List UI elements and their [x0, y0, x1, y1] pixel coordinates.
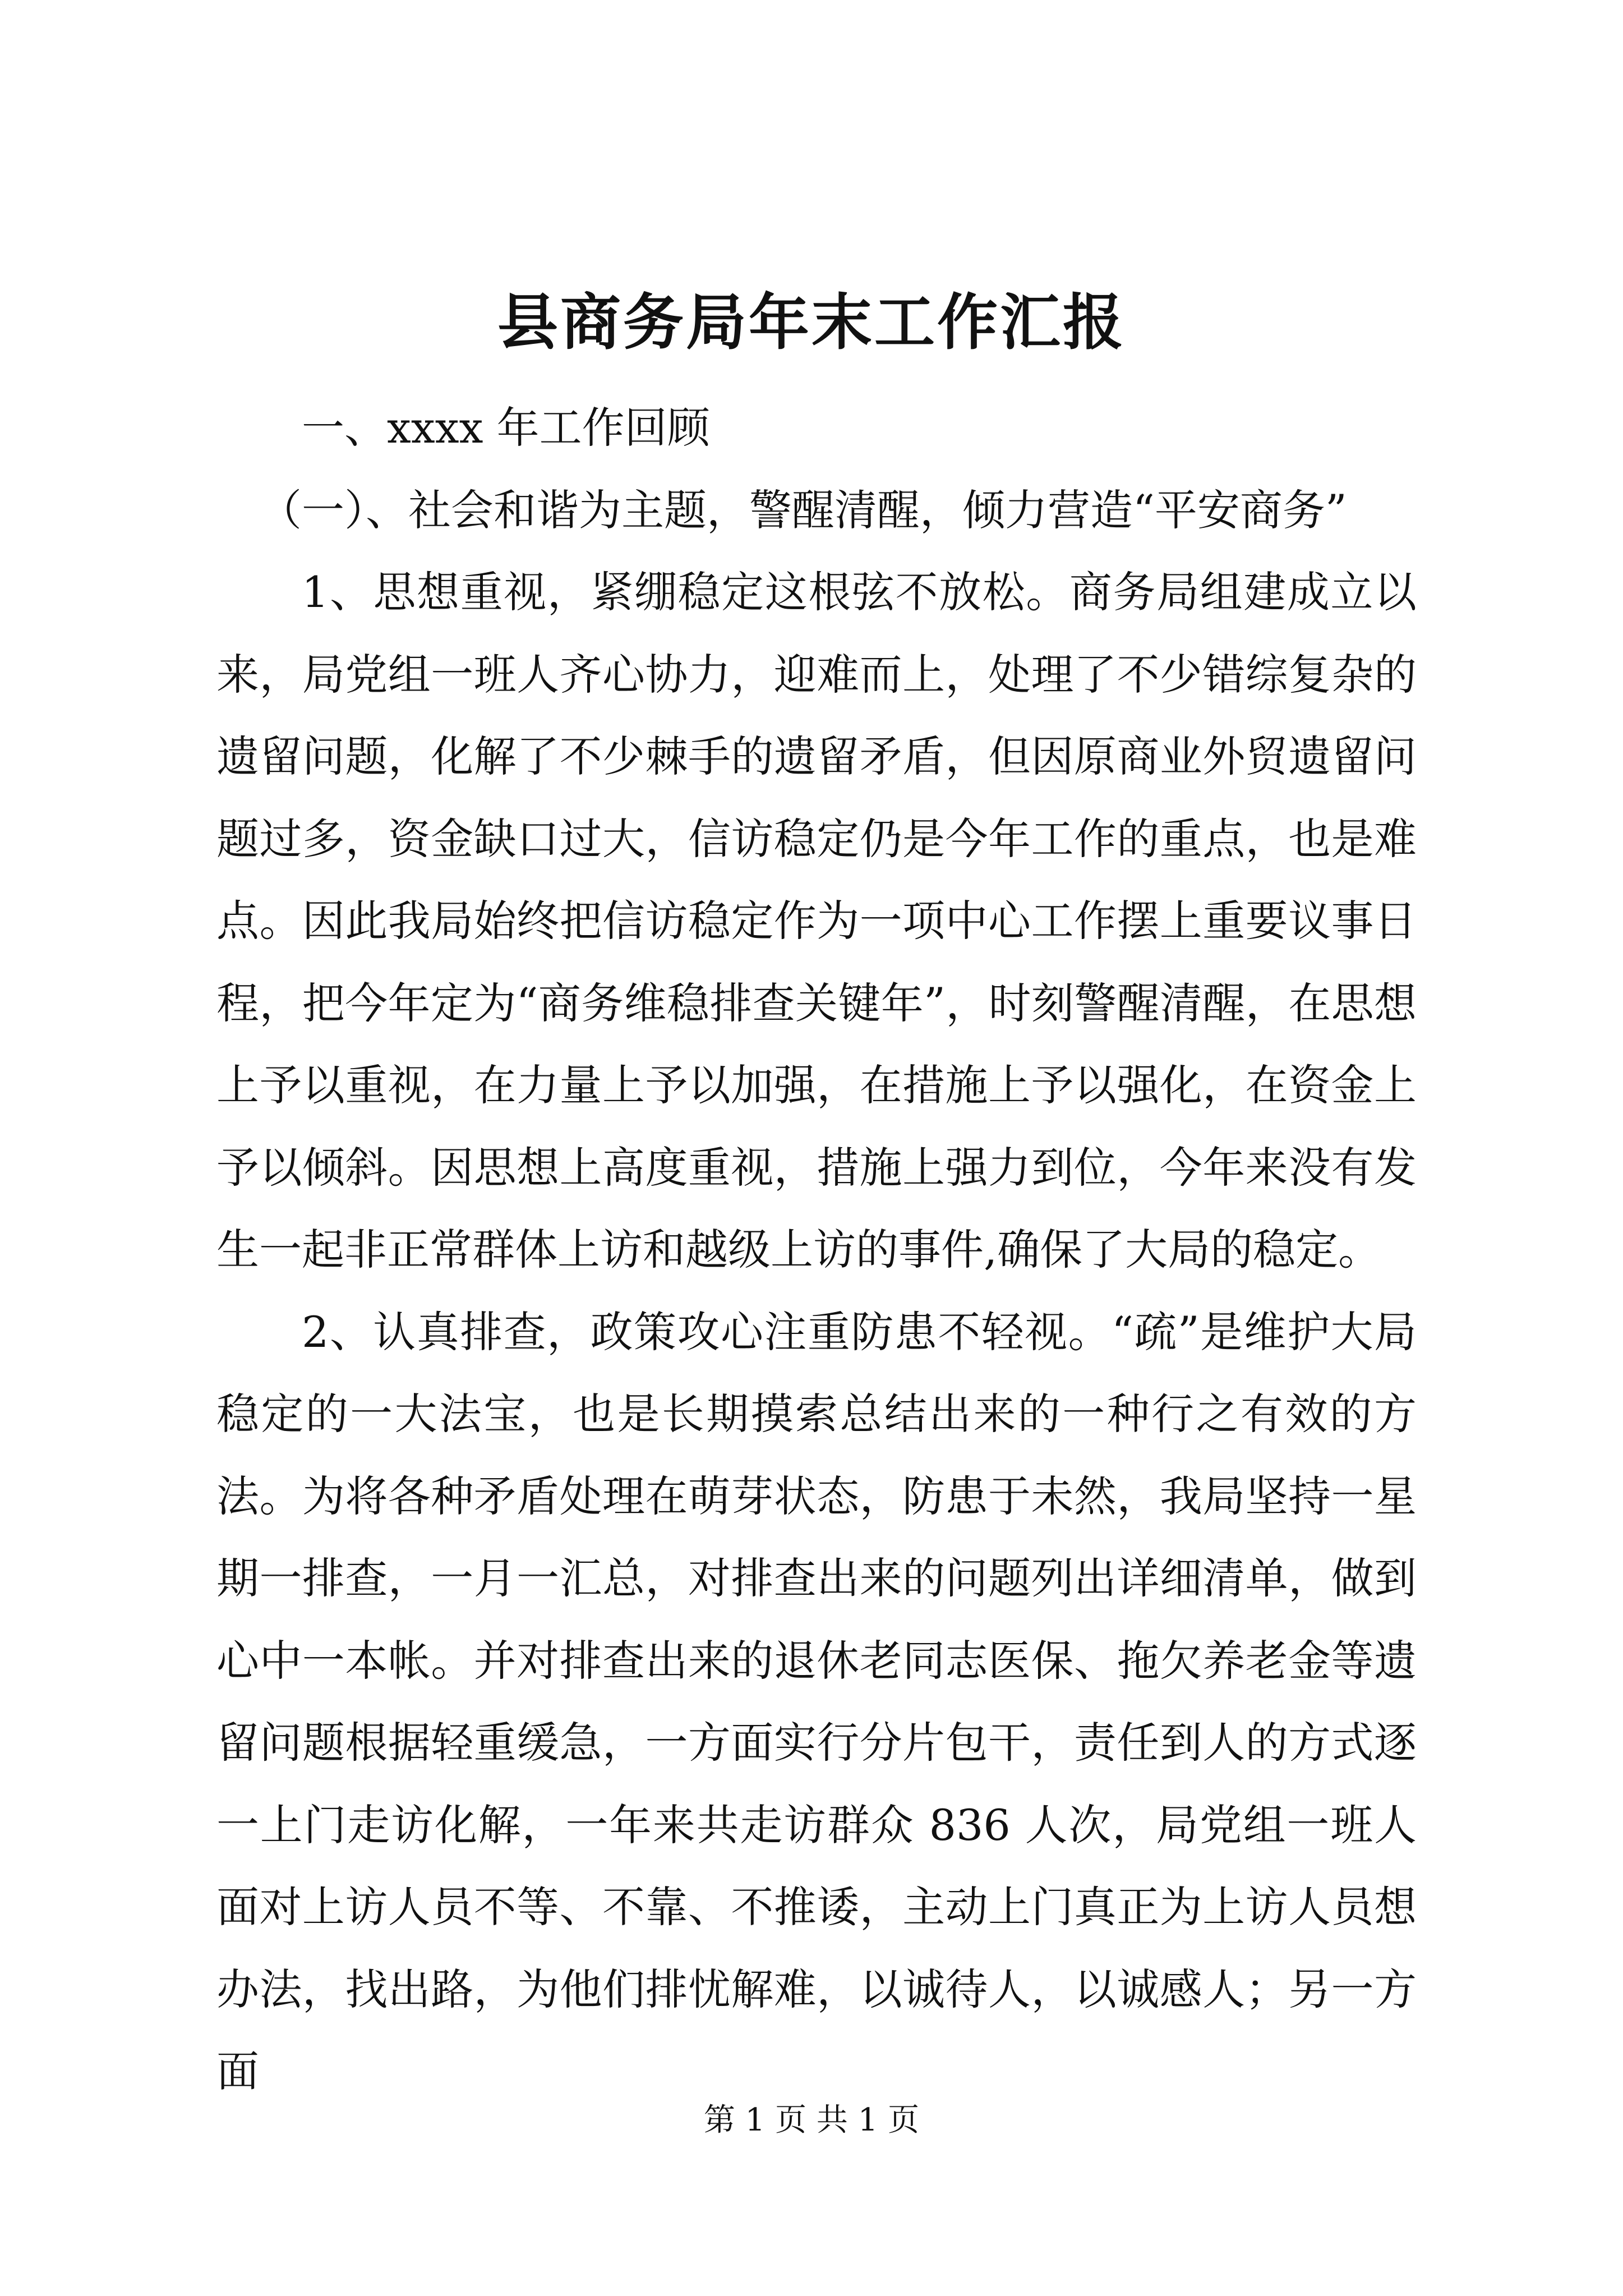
paragraph-1: 1、思想重视，紧绷稳定这根弦不放松。商务局组建成立以来，局党组一班人齐心协力，迎难而上，处理了不少错综复杂的遗留问题，化解了不少棘手的遗留矛盾，但因原商业外贸遗留问题过多，资金缺口过大，信访稳定仍是今年工作的重点，也是难点。因此我局始终把信访稳定作为一项中心工作摆上重要议事日程，把今年定为“商务维稳排查关键年”，时刻警醒清醒，在思想上予以重视，在力量上予以加强，在措施上予以强化，在资金上予以倾斜。因思想上高度重视，措施上强力到位，今年来没有发生一起非正常群体上访和越级上访的事件,确保了大局的稳定。	[216, 567, 1417, 1274]
section-heading: 一、xxxx 年工作回顾	[302, 403, 710, 453]
document-body	[216, 387, 1417, 2113]
page-footer: 第 1 页 共 1 页	[703, 2102, 920, 2138]
document-title: 县商务局年末工作汇报	[497, 287, 1126, 358]
subsection-heading: （一）、社会和谐为主题，警醒清醒，倾力营造“平安商务”	[259, 485, 1347, 535]
paragraph-2: 2、认真排查，政策攻心注重防患不轻视。“疏”是维护大局稳定的一大法宝，也是长期摸索总结出来的一种行之有效的方法。为将各种矛盾处理在萌芽状态，防患于未然，我局坚持一星期一排查，一月一汇总，对排查出来的问题列出详细清单，做到心中一本帐。并对排查出来的退休老同志医保、拖欠养老金等遗留问题根据轻重缓急，一方面实行分片包干，责任到人的方式逐一上门走访化解，一年来共走访群众 836 人次，局党组一班人面对上访人员不等、不靠、不推诿，主动上门真正为上访人员想办法，找出路，为他们排忧解难，以诚待人，以诚感人；另一方面	[216, 1306, 1417, 2096]
